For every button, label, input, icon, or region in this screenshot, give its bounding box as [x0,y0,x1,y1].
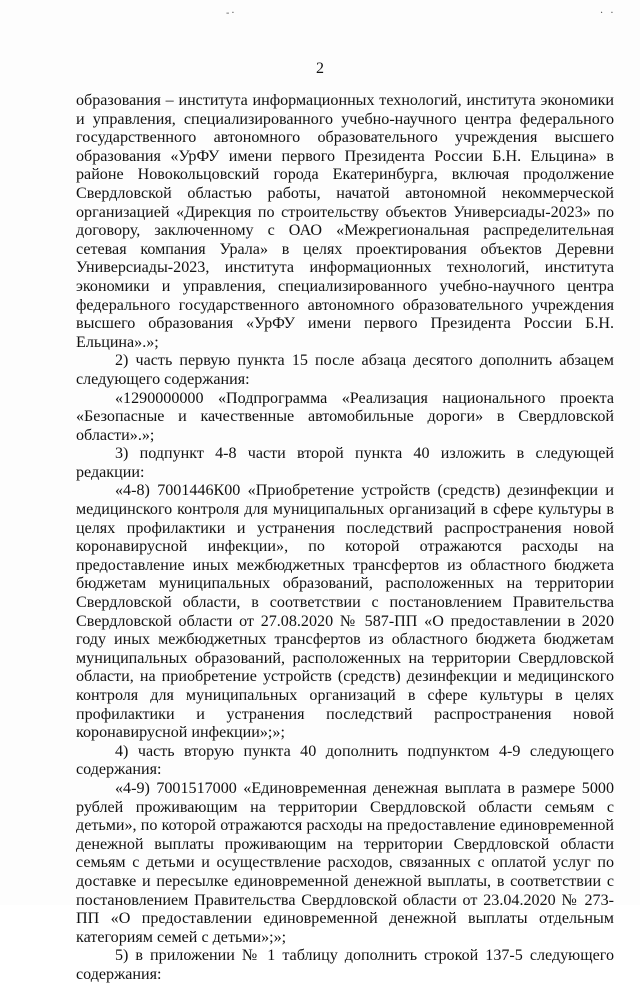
scan-marks [0,8,640,28]
paragraph-subitem-4-8: «4-8) 7001446К00 «Приобретение устройств (средств) дезинфекции и медицинского контроля для муниципальных организаций в сфере культуры в целях профилактики и устранения последствий распространения новой коронавирусной инфекции», по которой отражаются расходы на предоставление иных межбюджетных трансфертов из областного бюджета бюджетам муниципальных образований, расположенных на территории Свердловской области, в соответствии с постановлением Правительства Свердловской области от 27.08.2020 № 587-ПП «О предоставлении в 2020 году иных межбюджетных трансфертов из областного бюджета бюджетам муниципальных образований, расположенных на территории Свердловской области, на приобретение устройств (средств) дезинфекции и медицинского контроля для муниципальных организаций в сфере культуры в целях профилактики и устранения последствий распространения новой коронавирусной инфекции»;»; [76,482,614,742]
document-body [76,92,614,985]
paragraph-continuation: образования – института информационных технологий, института экономики и управления, специализированного учебно-научного центра федерального государственного автономного образовательного учреждения высшего образования «УрФУ имени первого Президента России Б.Н. Ельцина» в районе Новокольцовский города Екатеринбурга, включая продолжение Свердловской областью работы, начатой автономной некоммерческой организацией «Дирекция по строительству объектов Универсиады-2023» по договору, заключенному с ОАО «Межрегиональная распределительная сетевая компания Урала» в целях проектирования объектов Деревни Универсиады-2023, института информационных технологий, института экономики и управления, специализированного учебно-научного центра федерального государственного автономного образовательного учреждения высшего образования «УрФУ имени первого Президента России Б.Н. Ельцина».»; [76,92,614,351]
paragraph-item-4: 4) часть вторую пункта 40 дополнить подпунктом 4-9 следующего содержания: [76,742,614,779]
paragraph-code-1290000000: «1290000000 «Подпрограмма «Реализация национального проекта «Безопасные и качественные автомобильные дороги» в Свердловской области».»; [76,389,614,444]
top-left-mark: -· [226,8,237,19]
paragraph-item-2: 2) часть первую пункта 15 после абзаца десятого дополнить абзацем следующего содержания: [76,352,614,388]
top-right-mark: · · [600,8,616,19]
paragraph-item-5: 5) в приложении № 1 таблицу дополнить строкой 137-5 следующего содержания: [76,947,614,983]
page-number: 2 [316,60,324,77]
paragraph-item-3: 3) подпункт 4-8 части второй пункта 40 изложить в следующей редакции: [76,445,614,481]
paragraph-subitem-4-9: «4-9) 7001517000 «Единовременная денежная выплата в размере 5000 рублей проживающим на территории Свердловской области семьям с детьми», по которой отражаются расходы на предоставление единовременной денежной выплаты проживающим на территории Свердловской области семьям с детьми и осуществление расходов, связанных с оплатой услуг по доставке и пересылке единовременной денежной выплаты, в соответствии с постановлением Правительства Свердловской области от 23.04.2020 № 273-ПП «О предоставлении единовременной денежной выплаты отдельным категориям семей с детьми»;»; [76,779,614,946]
